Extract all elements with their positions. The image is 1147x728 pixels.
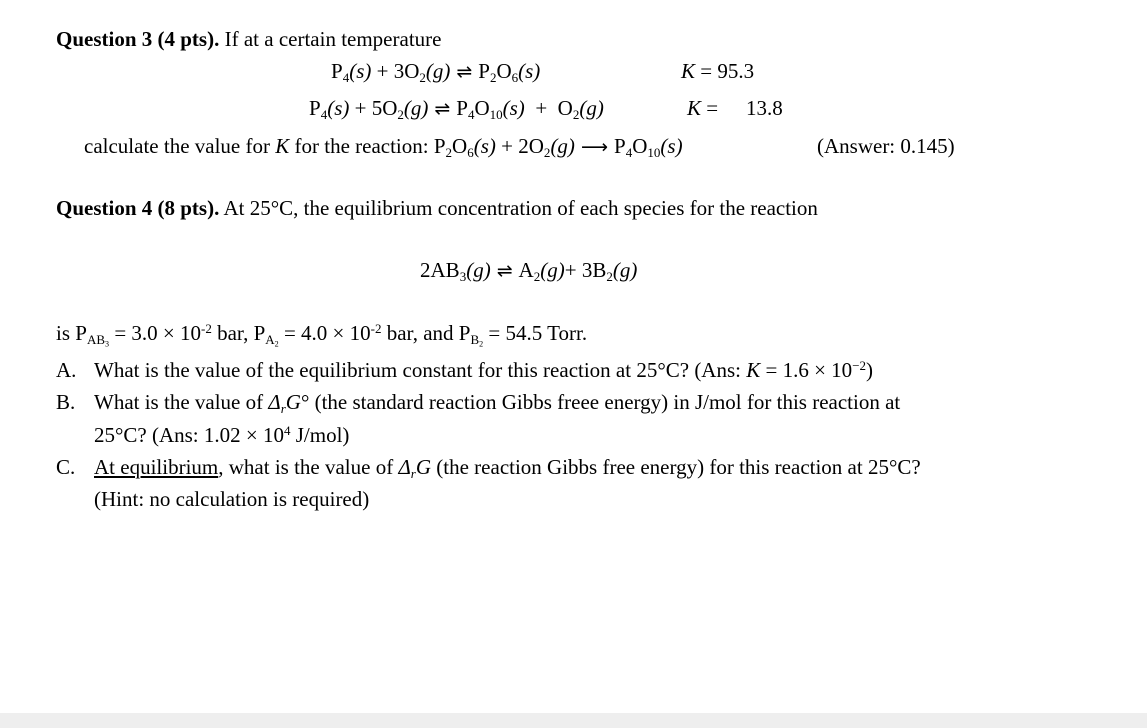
- question-4-heading: Question 4 (8 pts).: [56, 196, 220, 220]
- question-3-answer: (Answer: 0.145): [817, 134, 955, 158]
- k1-value: K = 95.3: [681, 59, 755, 83]
- part-a-label: A.: [56, 358, 77, 382]
- pressures-line: is $P_{AB_3} = 3.0 \times 10^{-2}$ bar, $P_{A_2} = 4.0 \times 10^{-2}$ bar, and $P_{B_2} = 54.5$ Torr.: [56, 320, 588, 349]
- part-a-text: What is the value of the equilibrium constant for this reaction at 25°C? (Ans: $K = 1.6 \times 10^{-2}$): [94, 357, 874, 382]
- part-b-text: What is the value of $\Delta_rG^\circ$ (the standard reaction Gibbs freee energy) in J/mol for this reaction at: [94, 390, 901, 416]
- part-b-label: B.: [56, 390, 76, 414]
- part-c-text: At equilibrium, what is the value of $\Delta_rG$ (the reaction Gibbs free energy) for this reaction at 25°C?: [94, 455, 921, 481]
- question-3-line: [56, 29, 441, 50]
- at-equilibrium-underlined: At equilibrium: [94, 455, 219, 479]
- reaction-1: $P_4(s) + 3O_2(g)$ ⇌ $P_2O_6(s)$: [331, 59, 541, 85]
- k2-number: 13.8: [746, 96, 783, 120]
- question-3-intro: If at a certain temperature: [224, 27, 442, 51]
- calculate-line: calculate the value for K for the reaction: $P_2O_6(s) + 2O_2(g)$ ⟶ $P_4O_{10}(s)$: [84, 134, 683, 160]
- bottom-scroll-region: [0, 713, 1147, 728]
- k2-value: K =: [687, 96, 719, 120]
- part-c-label: C.: [56, 455, 76, 479]
- part-c-hint: (Hint: no calculation is required): [94, 487, 370, 511]
- question-3-heading: Question 3 (4 pts).: [56, 27, 220, 51]
- reaction-q4: $2AB_3(g)$ ⇌ $A_2(g)+ 3B_2(g)$: [420, 258, 638, 284]
- part-b-text-line2: 25°C? (Ans: $1.02 \times 10^4$ J/mol): [94, 422, 350, 447]
- question-4-line: [56, 198, 818, 219]
- reaction-2: $P_4(s) + 5O_2(g)$ ⇌ $P_4O_{10}(s) + O_2(g)$: [309, 96, 604, 122]
- question-4-intro: At 25°C, the equilibrium concentration of each species for the reaction: [219, 196, 818, 220]
